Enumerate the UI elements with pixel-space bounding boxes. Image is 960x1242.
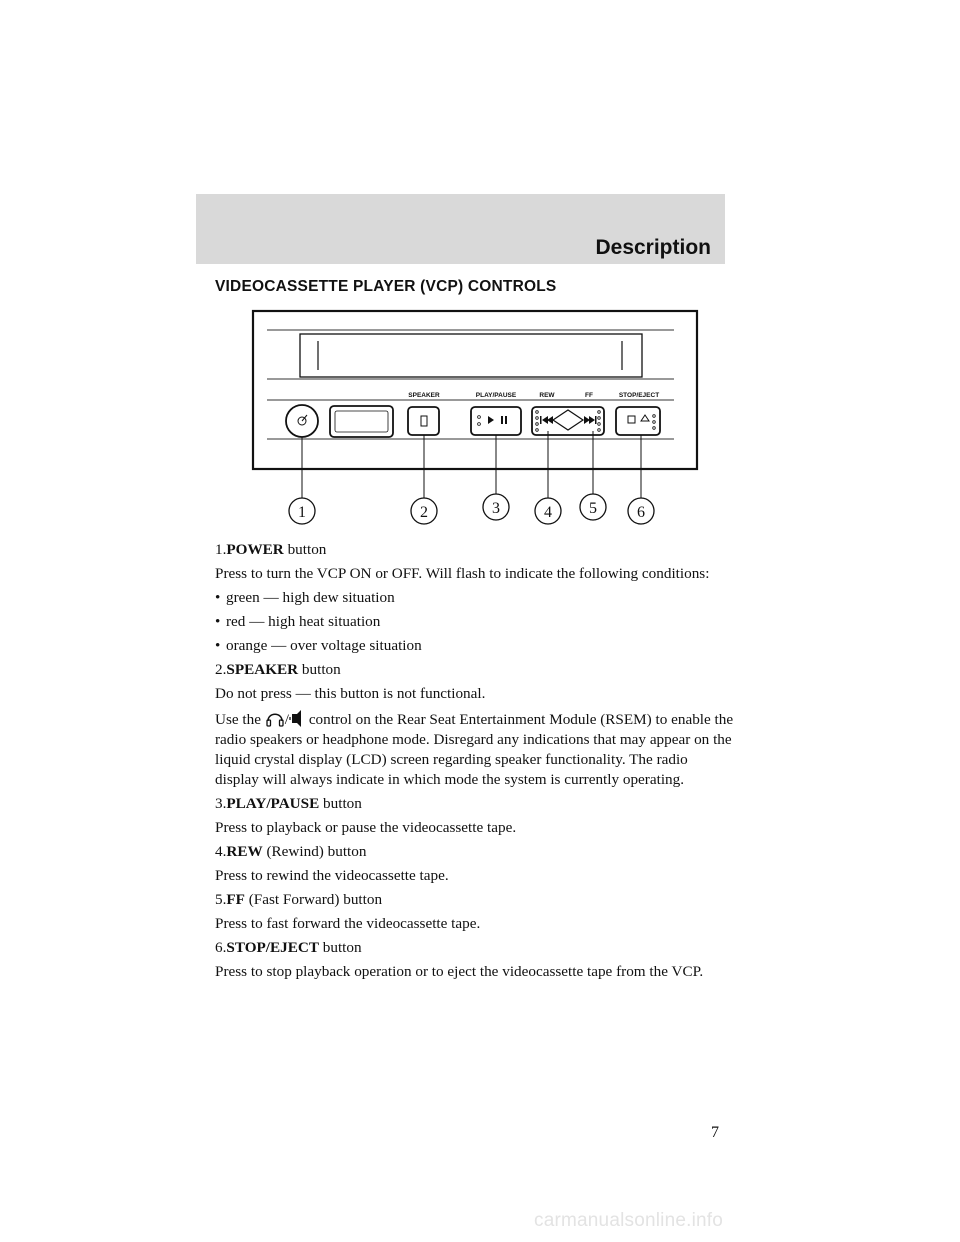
speaker-description-1: Do not press — this button is not functional. (215, 685, 486, 702)
power-description: Press to turn the VCP ON or OFF. Will flash to indicate the following conditions: (215, 565, 710, 582)
play-description: Press to playback or pause the videocassette tape. (215, 819, 517, 836)
watermark[interactable]: carmanualsonline.info (534, 1210, 724, 1231)
item-rew: 4.REW (Rewind) button (215, 843, 367, 860)
item-speaker-name: SPEAKER (226, 661, 299, 678)
item-power-name: POWER (226, 541, 284, 558)
speaker-button-graphic (408, 407, 439, 435)
label-speaker: SPEAKER (408, 392, 440, 399)
body-text (215, 540, 735, 986)
label-play-pause: PLAY/PAUSE (475, 392, 517, 399)
section-heading: VIDEOCASSETTE PLAYER (VCP) CONTROLS (215, 278, 557, 295)
page-number: 7 (711, 1124, 719, 1141)
stop-description: Press to stop playback operation or to eject the videocassette tape from the VCP. (215, 963, 704, 980)
bullet-icon: • (215, 589, 221, 606)
label-ff: FF (585, 392, 593, 399)
bullet-green: • green — high dew situation (215, 589, 395, 606)
bullet-icon: • (215, 637, 221, 654)
callout-5: 5 (589, 500, 597, 517)
ff-description: Press to fast forward the videocassette tape. (215, 915, 481, 932)
stop-eject-button-graphic (616, 407, 660, 435)
bullet-icon: • (215, 613, 221, 630)
callout-3: 3 (492, 500, 500, 517)
label-stop-eject: STOP/EJECT (618, 392, 660, 399)
item-power: 1.POWER button (215, 541, 327, 558)
item-stop-eject: 6.STOP/EJECT button (215, 939, 362, 956)
bullet-orange: • orange — over voltage situation (215, 637, 422, 654)
item-stop-eject-name: STOP/EJECT (226, 939, 319, 956)
item-ff-name: FF (226, 891, 245, 908)
callout-2: 2 (420, 504, 428, 521)
rew-ff-button-graphic (532, 407, 604, 435)
speaker-description-2: Use the / control on the Rear Seat Entertainment Module (RSEM) to enable the radio speakers or headphone mode. Disregard any indications that may appear on the liquid crystal display (LCD) screen regarding speaker functionality. The radio display will always indicate in which mode the system is currently operating. (215, 708, 735, 790)
header-band (196, 194, 725, 264)
item-speaker: 2.SPEAKER button (215, 661, 341, 678)
item-play-pause-name: PLAY/PAUSE (226, 795, 320, 812)
callout-4: 4 (544, 504, 552, 521)
rew-description: Press to rewind the videocassette tape. (215, 867, 449, 884)
label-rew: REW (539, 392, 555, 399)
callout-6: 6 (637, 504, 645, 521)
speaker-icon (289, 708, 305, 728)
bullet-red: • red — high heat situation (215, 613, 381, 630)
headphone-icon (265, 708, 285, 728)
header-title: Description (595, 236, 711, 259)
play-pause-button-graphic (471, 407, 521, 435)
item-rew-name: REW (226, 843, 263, 860)
power-button-graphic (286, 405, 318, 437)
item-ff: 5.FF (Fast Forward) button (215, 891, 383, 908)
vcp-diagram (250, 308, 700, 530)
callout-1: 1 (298, 504, 306, 521)
item-play-pause: 3.PLAY/PAUSE button (215, 795, 362, 812)
